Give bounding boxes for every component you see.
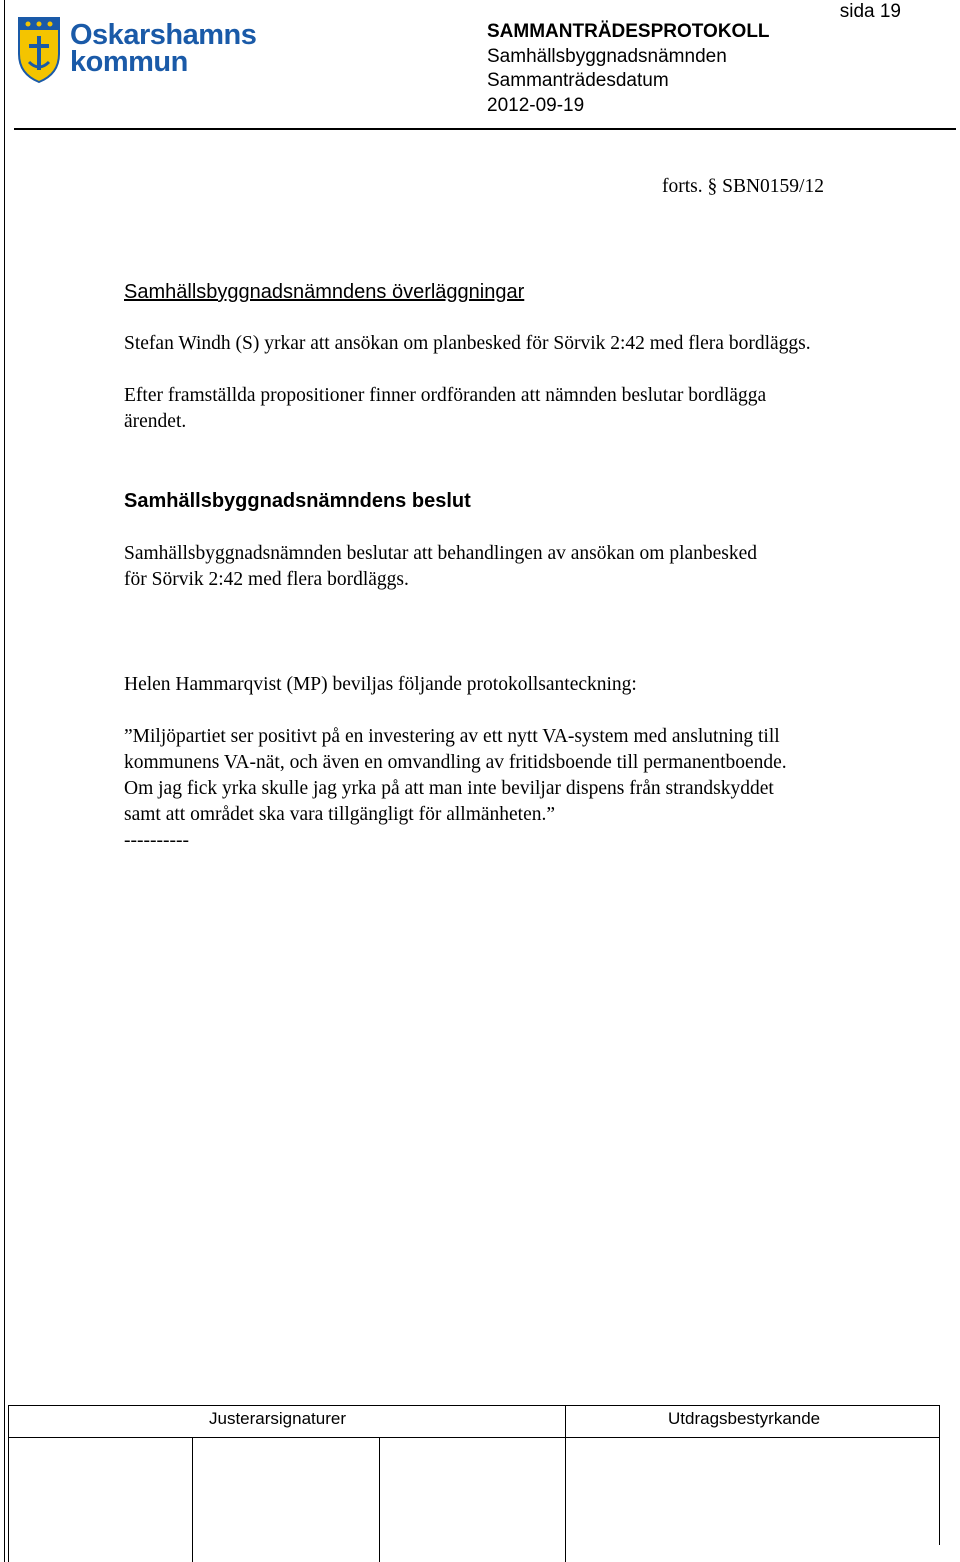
motion-paragraph: Stefan Windh (S) yrkar att ansökan om planbesked för Sörvik 2:42 med flera bordläggs. [124, 333, 811, 354]
case-reference: forts. § SBN0159/12 [662, 176, 824, 197]
signature-cell-divider-2 [379, 1437, 380, 1562]
signature-cell-divider-1 [192, 1437, 193, 1562]
table-header-border [8, 1437, 940, 1438]
note-line-1: ”Miljöpartiet ser positivt på en investering av ett nytt VA-system med anslutning till [124, 726, 780, 747]
proposition-line-2: ärendet. [124, 411, 187, 432]
signatures-label: Justerarsignaturer [209, 1409, 347, 1428]
meeting-date: 2012-09-19 [487, 94, 585, 116]
note-intro: Helen Hammarqvist (MP) beviljas följande protokollsanteckning: [124, 674, 637, 695]
header-divider [14, 128, 956, 130]
logo-line-2: kommun [70, 46, 188, 78]
municipality-logo [16, 14, 256, 84]
note-line-2: kommunens VA-nät, och även en omvandling av fritidsboende till permanentboende. [124, 752, 787, 773]
note-line-3: Om jag fick yrka skulle jag yrka på att man inte beviljar dispens från strandskyddet [124, 778, 774, 799]
logo-wordmark [70, 19, 257, 78]
page-number: sida 19 [839, 1, 901, 22]
note-line-4: samt att området ska vara tillgängligt för allmänheten.” [124, 804, 556, 825]
logo-line-1: Oskarshamns [70, 19, 257, 51]
protocol-title: SAMMANTRÄDESPROTOKOLL [487, 21, 770, 42]
coat-of-arms-icon [16, 14, 62, 84]
separator-line: ---------- [124, 830, 189, 851]
table-left-border [8, 1405, 9, 1562]
date-label: Sammanträdesdatum [487, 70, 669, 91]
deliberations-heading: Samhällsbyggnadsnämndens överläggningar [124, 281, 525, 303]
certified-label: Utdragsbestyrkande [668, 1409, 821, 1428]
committee-name: Samhällsbyggnadsnämnden [487, 45, 727, 67]
signature-table [8, 1405, 940, 1562]
decision-line-2: för Sörvik 2:42 med flera bordläggs. [124, 569, 409, 590]
decision-line-1: Samhällsbyggnadsnämnden beslutar att behandlingen av ansökan om planbesked [124, 543, 758, 564]
table-top-border [8, 1405, 940, 1406]
margin-rule [4, 0, 5, 1562]
decision-heading: Samhällsbyggnadsnämndens beslut [124, 490, 471, 512]
proposition-line-1: Efter framställda propositioner finner ordföranden att nämnden beslutar bordlägga [124, 385, 767, 406]
protocol-header [487, 20, 770, 118]
signature-column-divider [565, 1405, 566, 1562]
table-right-border [939, 1405, 940, 1545]
